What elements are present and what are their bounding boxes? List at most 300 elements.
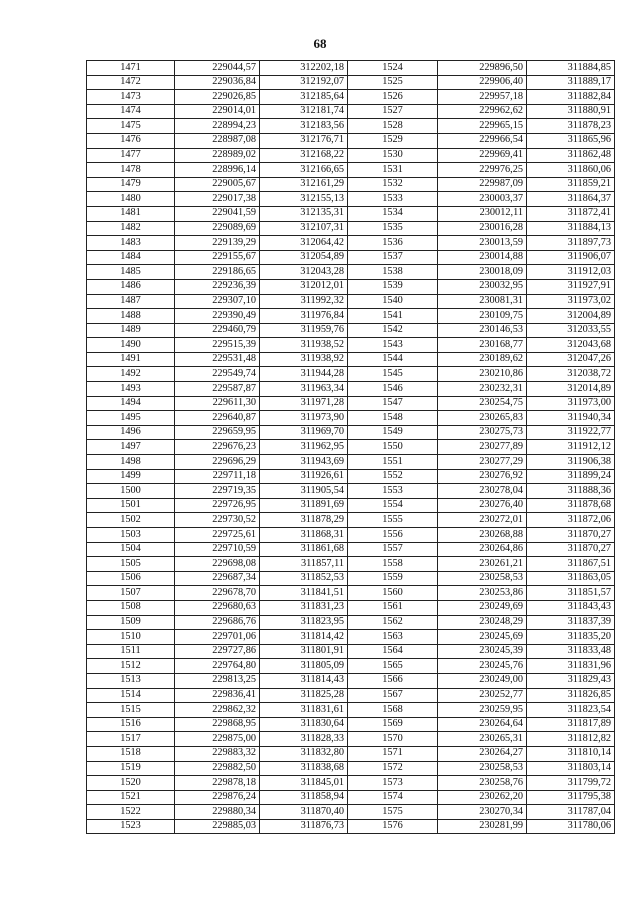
point-number-cell: 1560 — [348, 586, 438, 601]
point-number-cell: 1567 — [348, 688, 438, 703]
y-coordinate-cell: 311973,90 — [260, 411, 348, 426]
y-coordinate-cell: 311831,23 — [260, 600, 348, 615]
point-number-cell: 1523 — [87, 819, 175, 834]
point-number-cell: 1481 — [87, 206, 175, 221]
table-row — [87, 236, 615, 251]
y-coordinate-cell: 311863,05 — [527, 571, 615, 586]
y-coordinate-cell: 311906,38 — [527, 455, 615, 470]
point-number-cell: 1564 — [348, 644, 438, 659]
point-number-cell: 1473 — [87, 90, 175, 105]
x-coordinate-cell: 230265,31 — [438, 732, 527, 747]
y-coordinate-cell: 312202,18 — [260, 61, 348, 76]
y-coordinate-cell: 311872,06 — [527, 513, 615, 528]
y-coordinate-cell: 311826,85 — [527, 688, 615, 703]
y-coordinate-cell: 311926,61 — [260, 469, 348, 484]
x-coordinate-cell: 229089,69 — [175, 221, 260, 236]
x-coordinate-cell: 229882,50 — [175, 761, 260, 776]
y-coordinate-cell: 311795,38 — [527, 790, 615, 805]
y-coordinate-cell: 312185,64 — [260, 90, 348, 105]
y-coordinate-cell: 311899,24 — [527, 469, 615, 484]
y-coordinate-cell: 311845,01 — [260, 776, 348, 791]
x-coordinate-cell: 229976,25 — [438, 163, 527, 178]
y-coordinate-cell: 311828,33 — [260, 732, 348, 747]
x-coordinate-cell: 229730,52 — [175, 513, 260, 528]
table-row — [87, 382, 615, 397]
point-number-cell: 1558 — [348, 557, 438, 572]
point-number-cell: 1568 — [348, 703, 438, 718]
x-coordinate-cell: 229390,49 — [175, 309, 260, 324]
point-number-cell: 1491 — [87, 352, 175, 367]
x-coordinate-cell: 229957,18 — [438, 90, 527, 105]
table-row — [87, 221, 615, 236]
x-coordinate-cell: 230277,29 — [438, 455, 527, 470]
x-coordinate-cell: 230265,83 — [438, 411, 527, 426]
x-coordinate-cell: 229727,86 — [175, 644, 260, 659]
y-coordinate-cell: 311805,09 — [260, 659, 348, 674]
y-coordinate-cell: 311905,54 — [260, 484, 348, 499]
x-coordinate-cell: 229876,24 — [175, 790, 260, 805]
point-number-cell: 1566 — [348, 673, 438, 688]
y-coordinate-cell: 312107,31 — [260, 221, 348, 236]
x-coordinate-cell: 230270,34 — [438, 805, 527, 820]
y-coordinate-cell: 311837,39 — [527, 615, 615, 630]
x-coordinate-cell: 230245,76 — [438, 659, 527, 674]
point-number-cell: 1476 — [87, 133, 175, 148]
x-coordinate-cell: 229640,87 — [175, 411, 260, 426]
point-number-cell: 1521 — [87, 790, 175, 805]
y-coordinate-cell: 311814,42 — [260, 630, 348, 645]
y-coordinate-cell: 311830,64 — [260, 717, 348, 732]
point-number-cell: 1537 — [348, 250, 438, 265]
x-coordinate-cell: 230258,53 — [438, 761, 527, 776]
y-coordinate-cell: 311864,37 — [527, 192, 615, 207]
table-row — [87, 90, 615, 105]
y-coordinate-cell: 311858,94 — [260, 790, 348, 805]
point-number-cell: 1496 — [87, 425, 175, 440]
point-number-cell: 1535 — [348, 221, 438, 236]
x-coordinate-cell: 229719,35 — [175, 484, 260, 499]
y-coordinate-cell: 311976,84 — [260, 309, 348, 324]
y-coordinate-cell: 311860,06 — [527, 163, 615, 178]
table-row — [87, 455, 615, 470]
x-coordinate-cell: 229987,09 — [438, 177, 527, 192]
x-coordinate-cell: 229044,57 — [175, 61, 260, 76]
point-number-cell: 1524 — [348, 61, 438, 76]
x-coordinate-cell: 230252,77 — [438, 688, 527, 703]
point-number-cell: 1506 — [87, 571, 175, 586]
x-coordinate-cell: 230276,40 — [438, 498, 527, 513]
point-number-cell: 1573 — [348, 776, 438, 791]
x-coordinate-cell: 229676,23 — [175, 440, 260, 455]
y-coordinate-cell: 312043,68 — [527, 338, 615, 353]
y-coordinate-cell: 311973,02 — [527, 294, 615, 309]
x-coordinate-cell: 229836,41 — [175, 688, 260, 703]
y-coordinate-cell: 311859,21 — [527, 177, 615, 192]
point-number-cell: 1527 — [348, 104, 438, 119]
table-row — [87, 411, 615, 426]
point-number-cell: 1561 — [348, 600, 438, 615]
table-row — [87, 703, 615, 718]
y-coordinate-cell: 312014,89 — [527, 382, 615, 397]
point-number-cell: 1542 — [348, 323, 438, 338]
x-coordinate-cell: 229764,80 — [175, 659, 260, 674]
y-coordinate-cell: 312181,74 — [260, 104, 348, 119]
x-coordinate-cell: 229587,87 — [175, 382, 260, 397]
y-coordinate-cell: 311801,91 — [260, 644, 348, 659]
x-coordinate-cell: 229880,34 — [175, 805, 260, 820]
x-coordinate-cell: 229962,62 — [438, 104, 527, 119]
y-coordinate-cell: 311851,57 — [527, 586, 615, 601]
point-number-cell: 1495 — [87, 411, 175, 426]
point-number-cell: 1477 — [87, 148, 175, 163]
table-row — [87, 75, 615, 90]
table-row — [87, 630, 615, 645]
y-coordinate-cell: 311882,84 — [527, 90, 615, 105]
point-number-cell: 1472 — [87, 75, 175, 90]
y-coordinate-cell: 311867,51 — [527, 557, 615, 572]
table-row — [87, 484, 615, 499]
x-coordinate-cell: 230258,53 — [438, 571, 527, 586]
y-coordinate-cell: 311799,72 — [527, 776, 615, 791]
y-coordinate-cell: 311938,92 — [260, 352, 348, 367]
x-coordinate-cell: 229036,84 — [175, 75, 260, 90]
table-row — [87, 776, 615, 791]
point-number-cell: 1484 — [87, 250, 175, 265]
table-row — [87, 732, 615, 747]
point-number-cell: 1549 — [348, 425, 438, 440]
x-coordinate-cell: 229878,18 — [175, 776, 260, 791]
y-coordinate-cell: 311831,61 — [260, 703, 348, 718]
table-row — [87, 294, 615, 309]
point-number-cell: 1550 — [348, 440, 438, 455]
x-coordinate-cell: 229659,95 — [175, 425, 260, 440]
x-coordinate-cell: 230277,89 — [438, 440, 527, 455]
point-number-cell: 1544 — [348, 352, 438, 367]
y-coordinate-cell: 311833,48 — [527, 644, 615, 659]
point-number-cell: 1474 — [87, 104, 175, 119]
x-coordinate-cell: 229896,50 — [438, 61, 527, 76]
table-row — [87, 323, 615, 338]
table-row — [87, 396, 615, 411]
point-number-cell: 1517 — [87, 732, 175, 747]
x-coordinate-cell: 230264,64 — [438, 717, 527, 732]
y-coordinate-cell: 311862,48 — [527, 148, 615, 163]
x-coordinate-cell: 228989,02 — [175, 148, 260, 163]
y-coordinate-cell: 311959,76 — [260, 323, 348, 338]
point-number-cell: 1498 — [87, 455, 175, 470]
x-coordinate-cell: 230262,20 — [438, 790, 527, 805]
y-coordinate-cell: 311829,43 — [527, 673, 615, 688]
table-row — [87, 688, 615, 703]
x-coordinate-cell: 229611,30 — [175, 396, 260, 411]
y-coordinate-cell: 311878,29 — [260, 513, 348, 528]
x-coordinate-cell: 230261,21 — [438, 557, 527, 572]
point-number-cell: 1574 — [348, 790, 438, 805]
point-number-cell: 1489 — [87, 323, 175, 338]
y-coordinate-cell: 311823,54 — [527, 703, 615, 718]
y-coordinate-cell: 311971,28 — [260, 396, 348, 411]
point-number-cell: 1520 — [87, 776, 175, 791]
x-coordinate-cell: 229236,39 — [175, 279, 260, 294]
y-coordinate-cell: 312033,55 — [527, 323, 615, 338]
table-row — [87, 528, 615, 543]
table-row — [87, 644, 615, 659]
point-number-cell: 1510 — [87, 630, 175, 645]
x-coordinate-cell: 229725,61 — [175, 528, 260, 543]
point-number-cell: 1530 — [348, 148, 438, 163]
point-number-cell: 1522 — [87, 805, 175, 820]
point-number-cell: 1508 — [87, 600, 175, 615]
x-coordinate-cell: 229969,41 — [438, 148, 527, 163]
y-coordinate-cell: 312064,42 — [260, 236, 348, 251]
x-coordinate-cell: 229711,18 — [175, 469, 260, 484]
y-coordinate-cell: 311912,03 — [527, 265, 615, 280]
table-row — [87, 761, 615, 776]
y-coordinate-cell: 311963,34 — [260, 382, 348, 397]
x-coordinate-cell: 230018,09 — [438, 265, 527, 280]
y-coordinate-cell: 311938,52 — [260, 338, 348, 353]
x-coordinate-cell: 229906,40 — [438, 75, 527, 90]
table-row — [87, 819, 615, 834]
point-number-cell: 1493 — [87, 382, 175, 397]
x-coordinate-cell: 230232,31 — [438, 382, 527, 397]
point-number-cell: 1526 — [348, 90, 438, 105]
y-coordinate-cell: 311872,41 — [527, 206, 615, 221]
y-coordinate-cell: 311992,32 — [260, 294, 348, 309]
point-number-cell: 1551 — [348, 455, 438, 470]
point-number-cell: 1519 — [87, 761, 175, 776]
x-coordinate-cell: 230014,88 — [438, 250, 527, 265]
table-row — [87, 586, 615, 601]
point-number-cell: 1516 — [87, 717, 175, 732]
table-row — [87, 557, 615, 572]
point-number-cell: 1536 — [348, 236, 438, 251]
table-row — [87, 104, 615, 119]
point-number-cell: 1475 — [87, 119, 175, 134]
x-coordinate-cell: 230245,39 — [438, 644, 527, 659]
y-coordinate-cell: 311891,69 — [260, 498, 348, 513]
x-coordinate-cell: 229875,00 — [175, 732, 260, 747]
x-coordinate-cell: 229862,32 — [175, 703, 260, 718]
table-row — [87, 425, 615, 440]
point-number-cell: 1543 — [348, 338, 438, 353]
y-coordinate-cell: 312054,89 — [260, 250, 348, 265]
y-coordinate-cell: 311868,31 — [260, 528, 348, 543]
point-number-cell: 1545 — [348, 367, 438, 382]
x-coordinate-cell: 229307,10 — [175, 294, 260, 309]
y-coordinate-cell: 311912,12 — [527, 440, 615, 455]
table-row — [87, 206, 615, 221]
y-coordinate-cell: 311870,27 — [527, 542, 615, 557]
y-coordinate-cell: 312183,56 — [260, 119, 348, 134]
y-coordinate-cell: 311825,28 — [260, 688, 348, 703]
x-coordinate-cell: 230249,00 — [438, 673, 527, 688]
x-coordinate-cell: 230189,62 — [438, 352, 527, 367]
x-coordinate-cell: 230013,59 — [438, 236, 527, 251]
point-number-cell: 1490 — [87, 338, 175, 353]
x-coordinate-cell: 230268,88 — [438, 528, 527, 543]
table-row — [87, 542, 615, 557]
table-row — [87, 571, 615, 586]
table-row — [87, 513, 615, 528]
y-coordinate-cell: 311922,77 — [527, 425, 615, 440]
point-number-cell: 1482 — [87, 221, 175, 236]
x-coordinate-cell: 228994,23 — [175, 119, 260, 134]
x-coordinate-cell: 230109,75 — [438, 309, 527, 324]
y-coordinate-cell: 311861,68 — [260, 542, 348, 557]
x-coordinate-cell: 229701,06 — [175, 630, 260, 645]
point-number-cell: 1559 — [348, 571, 438, 586]
table-row — [87, 615, 615, 630]
y-coordinate-cell: 311876,73 — [260, 819, 348, 834]
point-number-cell: 1572 — [348, 761, 438, 776]
x-coordinate-cell: 229687,34 — [175, 571, 260, 586]
point-number-cell: 1557 — [348, 542, 438, 557]
x-coordinate-cell: 230032,95 — [438, 279, 527, 294]
point-number-cell: 1576 — [348, 819, 438, 834]
x-coordinate-cell: 229686,76 — [175, 615, 260, 630]
point-number-cell: 1478 — [87, 163, 175, 178]
y-coordinate-cell: 312012,01 — [260, 279, 348, 294]
y-coordinate-cell: 312176,71 — [260, 133, 348, 148]
point-number-cell: 1504 — [87, 542, 175, 557]
y-coordinate-cell: 312161,29 — [260, 177, 348, 192]
y-coordinate-cell: 311865,96 — [527, 133, 615, 148]
point-number-cell: 1509 — [87, 615, 175, 630]
x-coordinate-cell: 230210,86 — [438, 367, 527, 382]
x-coordinate-cell: 229883,32 — [175, 746, 260, 761]
x-coordinate-cell: 229017,38 — [175, 192, 260, 207]
x-coordinate-cell: 229680,63 — [175, 600, 260, 615]
point-number-cell: 1525 — [348, 75, 438, 90]
table-row — [87, 309, 615, 324]
table-row — [87, 746, 615, 761]
point-number-cell: 1534 — [348, 206, 438, 221]
x-coordinate-cell: 229531,48 — [175, 352, 260, 367]
point-number-cell: 1507 — [87, 586, 175, 601]
point-number-cell: 1486 — [87, 279, 175, 294]
y-coordinate-cell: 311906,07 — [527, 250, 615, 265]
y-coordinate-cell: 311878,68 — [527, 498, 615, 513]
point-number-cell: 1503 — [87, 528, 175, 543]
y-coordinate-cell: 311927,91 — [527, 279, 615, 294]
y-coordinate-cell: 311803,14 — [527, 761, 615, 776]
point-number-cell: 1502 — [87, 513, 175, 528]
point-number-cell: 1562 — [348, 615, 438, 630]
y-coordinate-cell: 311969,70 — [260, 425, 348, 440]
x-coordinate-cell: 230264,86 — [438, 542, 527, 557]
x-coordinate-cell: 229966,54 — [438, 133, 527, 148]
y-coordinate-cell: 311823,95 — [260, 615, 348, 630]
x-coordinate-cell: 229549,74 — [175, 367, 260, 382]
y-coordinate-cell: 312155,13 — [260, 192, 348, 207]
x-coordinate-cell: 230012,11 — [438, 206, 527, 221]
y-coordinate-cell: 311880,91 — [527, 104, 615, 119]
point-number-cell: 1511 — [87, 644, 175, 659]
x-coordinate-cell: 230272,01 — [438, 513, 527, 528]
y-coordinate-cell: 312166,65 — [260, 163, 348, 178]
table-row — [87, 673, 615, 688]
point-number-cell: 1483 — [87, 236, 175, 251]
y-coordinate-cell: 311857,11 — [260, 557, 348, 572]
table-row — [87, 61, 615, 76]
x-coordinate-cell: 228996,14 — [175, 163, 260, 178]
point-number-cell: 1571 — [348, 746, 438, 761]
x-coordinate-cell: 229813,25 — [175, 673, 260, 688]
x-coordinate-cell: 229678,70 — [175, 586, 260, 601]
x-coordinate-cell: 230278,04 — [438, 484, 527, 499]
x-coordinate-cell: 229005,67 — [175, 177, 260, 192]
table-row — [87, 338, 615, 353]
point-number-cell: 1487 — [87, 294, 175, 309]
point-number-cell: 1539 — [348, 279, 438, 294]
table-row — [87, 192, 615, 207]
x-coordinate-cell: 229139,29 — [175, 236, 260, 251]
coordinates-table — [86, 60, 615, 834]
x-coordinate-cell: 230003,37 — [438, 192, 527, 207]
y-coordinate-cell: 312043,28 — [260, 265, 348, 280]
x-coordinate-cell: 229515,39 — [175, 338, 260, 353]
point-number-cell: 1529 — [348, 133, 438, 148]
y-coordinate-cell: 311810,14 — [527, 746, 615, 761]
y-coordinate-cell: 311973,00 — [527, 396, 615, 411]
y-coordinate-cell: 311812,82 — [527, 732, 615, 747]
table-row — [87, 265, 615, 280]
point-number-cell: 1528 — [348, 119, 438, 134]
y-coordinate-cell: 311817,89 — [527, 717, 615, 732]
x-coordinate-cell: 230248,29 — [438, 615, 527, 630]
x-coordinate-cell: 230168,77 — [438, 338, 527, 353]
y-coordinate-cell: 312038,72 — [527, 367, 615, 382]
table-row — [87, 352, 615, 367]
x-coordinate-cell: 229041,59 — [175, 206, 260, 221]
point-number-cell: 1514 — [87, 688, 175, 703]
point-number-cell: 1547 — [348, 396, 438, 411]
point-number-cell: 1565 — [348, 659, 438, 674]
y-coordinate-cell: 311841,51 — [260, 586, 348, 601]
table-row — [87, 469, 615, 484]
x-coordinate-cell: 229868,95 — [175, 717, 260, 732]
point-number-cell: 1480 — [87, 192, 175, 207]
point-number-cell: 1546 — [348, 382, 438, 397]
x-coordinate-cell: 229186,65 — [175, 265, 260, 280]
point-number-cell: 1505 — [87, 557, 175, 572]
table-row — [87, 163, 615, 178]
y-coordinate-cell: 311870,40 — [260, 805, 348, 820]
table-row — [87, 177, 615, 192]
table-row — [87, 440, 615, 455]
y-coordinate-cell: 312168,22 — [260, 148, 348, 163]
y-coordinate-cell: 311897,73 — [527, 236, 615, 251]
point-number-cell: 1570 — [348, 732, 438, 747]
point-number-cell: 1552 — [348, 469, 438, 484]
x-coordinate-cell: 230281,99 — [438, 819, 527, 834]
point-number-cell: 1497 — [87, 440, 175, 455]
y-coordinate-cell: 311852,53 — [260, 571, 348, 586]
point-number-cell: 1533 — [348, 192, 438, 207]
x-coordinate-cell: 230254,75 — [438, 396, 527, 411]
point-number-cell: 1575 — [348, 805, 438, 820]
y-coordinate-cell: 311814,43 — [260, 673, 348, 688]
table-row — [87, 119, 615, 134]
x-coordinate-cell: 230146,53 — [438, 323, 527, 338]
point-number-cell: 1485 — [87, 265, 175, 280]
y-coordinate-cell: 311835,20 — [527, 630, 615, 645]
point-number-cell: 1555 — [348, 513, 438, 528]
point-number-cell: 1471 — [87, 61, 175, 76]
y-coordinate-cell: 312047,26 — [527, 352, 615, 367]
point-number-cell: 1548 — [348, 411, 438, 426]
